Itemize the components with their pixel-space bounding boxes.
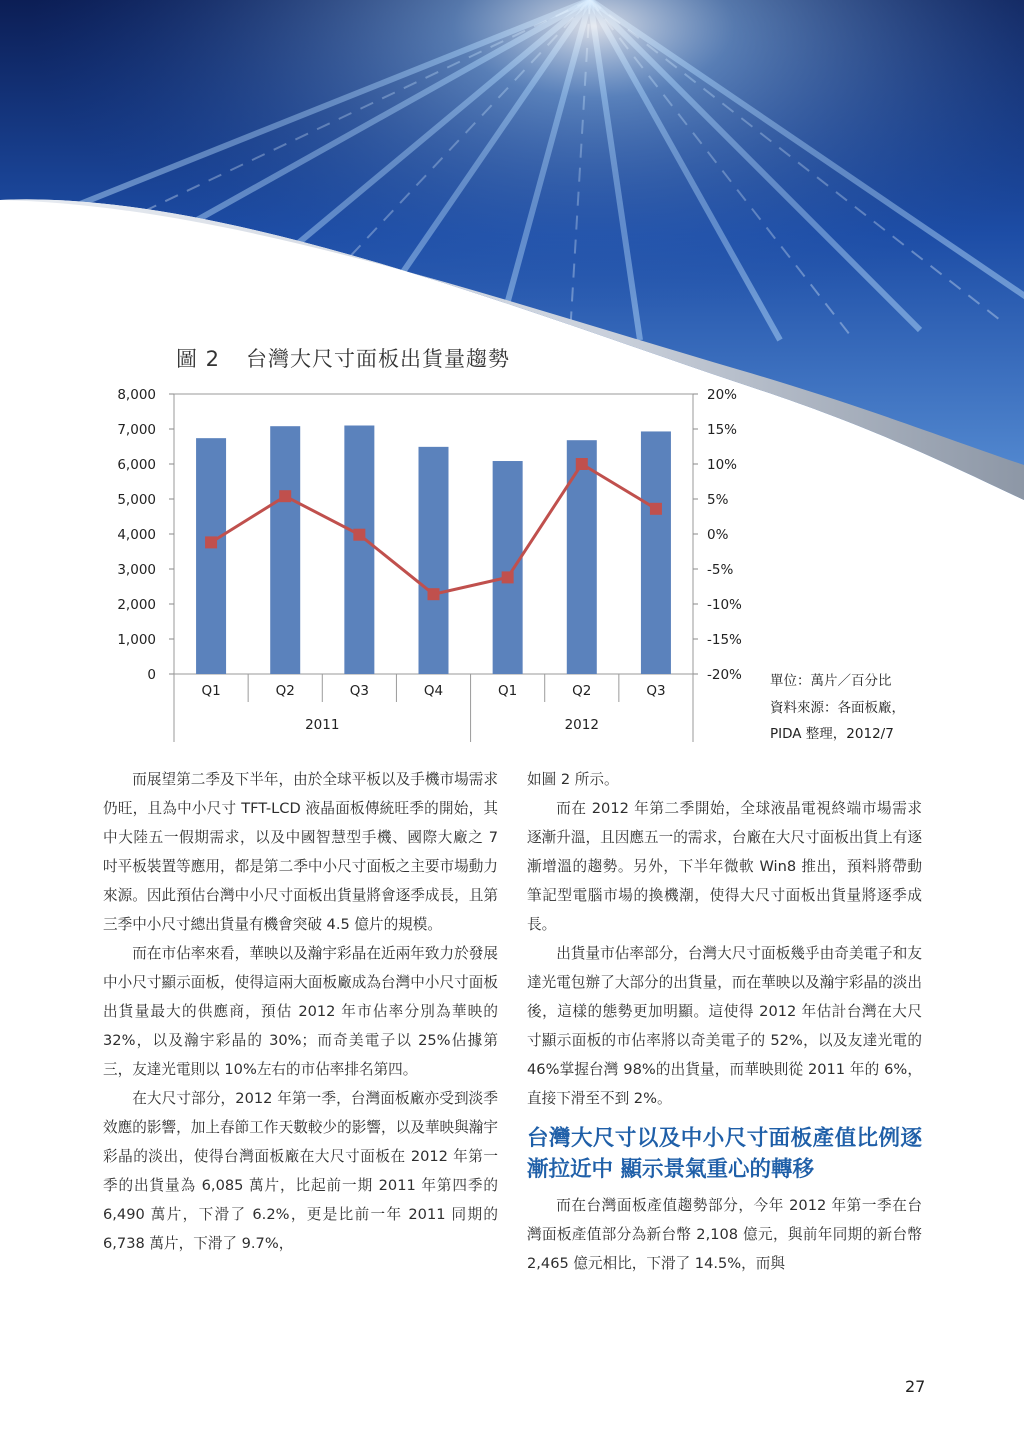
- left-axis-tick-label: 6,000: [117, 457, 156, 473]
- body-paragraph: 在大尺寸部分，2012 年第一季，台灣面板廠亦受到淡季效應的影響，加上春節工作天數較少的影響，以及華映與瀚宇彩晶的淡出，使得台灣面板廠在大尺寸面板在 2012 年第一季的出貨量為 6,085 萬片，比起前一期 2011 年第四季的 6,490 萬片，下滑了 6.2%，更是比前一年 2011 同期的 6,738 萬片，下滑了 9.7%，: [103, 1090, 498, 1252]
- body-paragraph-continuation: 如圖 2 所示。: [527, 771, 619, 788]
- left-axis-tick-label: 7,000: [117, 422, 156, 438]
- growth-point: [428, 588, 440, 600]
- growth-point: [576, 458, 588, 470]
- right-axis-tick-label: 10%: [707, 457, 738, 473]
- body-paragraph: 而展望第二季及下半年，由於全球平板以及手機市場需求仍旺，且為中小尺寸 TFT-LCD 液晶面板傳統旺季的開始，其中大陸五一假期需求，以及中國智慧型手機、國際大廠之 7 吋平板裝置等應用，都是第二季中小尺寸面板之主要市場動力來源。因此預估台灣中小尺寸面板出貨量將會逐季成長，且第三季中小尺寸總出貨量有機會突破 4.5 億片的規模。: [103, 771, 498, 933]
- right-column: [527, 765, 922, 1278]
- figure-title-text: 台灣大尺寸面板出貨量趨勢: [246, 347, 511, 371]
- category-label: Q2: [572, 683, 592, 699]
- growth-point: [353, 529, 365, 541]
- left-axis-tick-label: 4,000: [117, 527, 156, 543]
- figure-source-line2: PIDA 整理，2012/7: [770, 726, 894, 742]
- category-label: Q4: [423, 683, 444, 699]
- group-label: 2011: [305, 717, 340, 733]
- right-axis-tick-label: -10%: [707, 597, 742, 613]
- left-axis-tick-label: 1,000: [117, 632, 156, 648]
- category-label: Q1: [498, 683, 518, 699]
- right-axis-tick-label: 0%: [707, 527, 729, 543]
- bar: [641, 431, 671, 674]
- right-axis-tick-label: 20%: [707, 387, 738, 403]
- bar: [493, 461, 523, 674]
- left-axis-tick-label: 2,000: [117, 597, 156, 613]
- category-label: Q2: [275, 683, 295, 699]
- figure-source-line1: 資料來源：各面板廠，: [770, 700, 905, 716]
- right-axis-tick-label: 15%: [707, 422, 738, 438]
- chart-svg: [100, 380, 780, 750]
- left-axis-tick-label: 8,000: [117, 387, 156, 403]
- growth-point: [279, 490, 291, 502]
- left-column: [103, 765, 498, 1258]
- figure-unit-note: 單位：萬片／百分比: [770, 673, 892, 689]
- page-number: 27: [905, 1377, 926, 1396]
- bar: [567, 440, 597, 674]
- category-label: Q3: [646, 683, 666, 699]
- right-axis-tick-label: 5%: [707, 492, 729, 508]
- bar: [419, 447, 449, 674]
- left-axis-tick-label: 5,000: [117, 492, 156, 508]
- bar: [196, 438, 226, 674]
- growth-point: [650, 503, 662, 515]
- body-paragraph: 出貨量市佔率部分，台灣大尺寸面板幾乎由奇美電子和友達光電包辦了大部分的出貨量，而在華映以及瀚宇彩晶的淡出後，這樣的態勢更加明顯。這使得 2012 年估計台灣在大尺寸顯示面板的市佔率將以奇美電子的 52%，以及友達光電的 46%掌握台灣 98%的出貨量，而華映則從 2011 年的 6%，直接下滑至不到 2%。: [527, 945, 922, 1107]
- body-paragraph: 而在 2012 年第二季開始，全球液晶電視終端市場需求逐漸升溫，且因應五一的需求，台廠在大尺寸面板出貨上有逐漸增溫的趨勢。另外，下半年微軟 Win8 推出，預料將帶動筆記型電腦市場的換機潮，使得大尺寸面板出貨量將逐季成長。: [527, 800, 922, 933]
- growth-point: [502, 571, 514, 583]
- category-label: Q3: [349, 683, 369, 699]
- section-heading: 台灣大尺寸以及中小尺寸面板產值比例逐漸拉近中 顯示景氣重心的轉移: [527, 1126, 922, 1182]
- body-paragraph: 而在市佔率來看，華映以及瀚宇彩晶在近兩年致力於發展中小尺寸顯示面板，使得這兩大面板廠成為台灣中小尺寸面板出貨量最大的供應商，預估 2012 年市佔率分別為華映的 32%，以及瀚宇彩晶的 30%；而奇美電子以 25%佔據第三，友達光電則以 10%左右的市佔率排名第四。: [103, 945, 498, 1078]
- figure-number: 圖 2: [176, 347, 221, 371]
- body-paragraph: 而在台灣面板產值趨勢部分，今年 2012 年第一季在台灣面板產值部分為新台幣 2,108 億元，與前年同期的新台幣 2,465 億元相比，下滑了 14.5%，而與: [527, 1197, 922, 1272]
- bar: [270, 426, 300, 674]
- right-axis-tick-label: -20%: [707, 667, 742, 683]
- left-axis-tick-label: 0: [147, 667, 156, 683]
- group-label: 2012: [564, 717, 599, 733]
- growth-point: [205, 536, 217, 548]
- bar: [344, 426, 374, 675]
- figure-title: [176, 343, 510, 373]
- shipment-chart: [100, 380, 780, 750]
- right-axis-tick-label: -5%: [707, 562, 734, 578]
- right-axis-tick-label: -15%: [707, 632, 742, 648]
- left-axis-tick-label: 3,000: [117, 562, 156, 578]
- category-label: Q1: [201, 683, 221, 699]
